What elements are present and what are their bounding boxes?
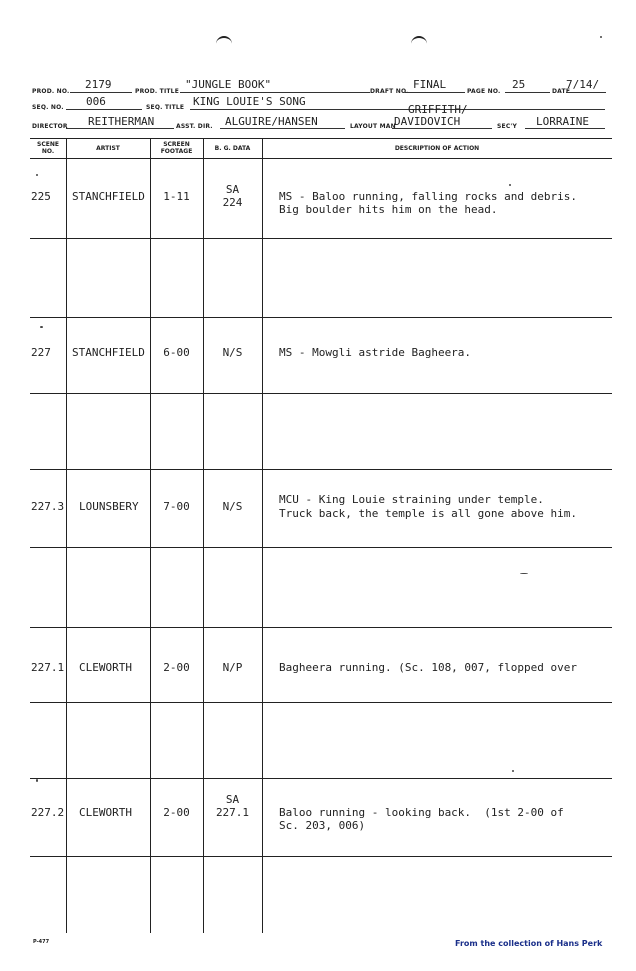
bg-data-line1: N/P [222,661,243,674]
speck-mark [36,174,38,176]
column-header-artist: ARTIST [96,145,120,152]
date-label: DATE [552,88,571,95]
artist-name: STANCHFIELD [72,346,145,359]
column-header-scene-no: SCENE NO. [37,141,59,155]
description-line2: Truck back, the temple is all gone above him. [279,507,578,520]
artist-name: CLEWORTH [79,806,132,819]
scene-number: 227.1 [31,661,65,674]
punch-hole-mark-right [411,36,427,48]
secy-value: LORRAINE [536,115,589,128]
scene-number: 225 [31,190,51,203]
column-divider-bg [262,138,263,933]
seq-no-value: 006 [86,95,106,108]
bg-data-line2: 227.1 [215,806,250,819]
form-number: P-477 [33,939,50,945]
row-separator [30,856,612,857]
prod-no-underline [70,92,132,93]
secy-underline [525,128,605,129]
draft-no-value: FINAL [413,78,447,91]
prod-no-value: 2179 [85,78,112,91]
description-line1: MCU - King Louie straining under temple. [279,493,544,506]
scene-number: 227.2 [31,806,65,819]
screen-footage: 6-00 [163,346,190,359]
asst-dir-underline [220,128,345,129]
column-header-description: DESCRIPTION OF ACTION [394,145,480,152]
description-line2: Sc. 203, 006) [279,819,366,832]
director-value: REITHERMAN [88,115,155,128]
speck-mark [512,770,514,772]
asst-dir-label: ASST. DIR. [176,123,213,130]
layout-man-underline [392,128,492,129]
column-header-screen-footage: SCREEN FOOTAGE [160,141,193,155]
screen-footage: 1-11 [163,190,190,203]
layout-man-value-line1: GRIFFITH/ [408,103,468,116]
description-line2: Big boulder hits him on the head. [279,203,498,216]
layout-man-label: LAYOUT MAN [350,123,396,130]
draft-no-underline [405,92,465,93]
director-label: DIRECTOR [32,123,68,130]
collection-credit: From the collection of Hans Perk [455,939,603,948]
column-header-bg-data: B. G. DATA [214,145,251,152]
description-line1: MS - Mowgli astride Bagheera. [279,346,472,359]
layout-man-value-line2: DAVIDOVICH [394,115,461,128]
prod-title-value: "JUNGLE BOOK" [185,78,272,91]
bg-data-line1: N/S [222,346,243,359]
screen-footage: 7-00 [163,500,190,513]
speck-mark [600,36,602,38]
screen-footage: 2-00 [163,661,190,674]
seq-no-underline [66,109,142,110]
punch-hole-mark-left [216,36,232,48]
seq-title-value: KING LOUIE'S SONG [193,95,306,108]
description-line1: MS - Baloo running, falling rocks and debris. [279,190,578,203]
secy-label: SEC'Y [497,123,518,130]
description-line1: Baloo running - looking back. (1st 2-00 of [279,806,564,819]
seq-title-underline [190,109,605,110]
row-separator [30,317,612,318]
row-separator [30,393,612,394]
date-value: 7/14/ [566,78,600,91]
bg-data-line1: SA [225,183,240,196]
draft-no-label: DRAFT NO. [370,88,409,95]
seq-title-label: SEQ. TITLE [146,104,185,111]
table-top-border [30,138,612,139]
asst-dir-value: ALGUIRE/HANSEN [225,115,318,128]
row-separator [30,702,612,703]
bg-data-line1: N/S [222,500,243,513]
row-separator [30,469,612,470]
speck-mark [40,326,43,328]
artist-name: STANCHFIELD [72,190,145,203]
artist-name: LOUNSBERY [79,500,139,513]
page-no-label: PAGE NO. [467,88,501,95]
page-no-value: 25 [512,78,526,91]
table-header-bottom-border [30,158,612,159]
column-divider-scene [66,138,67,933]
speck-mark [36,779,38,782]
row-separator [30,778,612,779]
row-separator [30,627,612,628]
prod-title-label: PROD. TITLE [135,88,180,95]
seq-no-label: SEQ. NO. [32,104,64,111]
scene-number: 227 [31,346,51,359]
row-separator [30,547,612,548]
date-underline [566,92,606,93]
screen-footage: 2-00 [163,806,190,819]
prod-title-underline [180,92,370,93]
page-no-underline [505,92,550,93]
speck-mark [509,184,511,186]
scene-number: 227.3 [31,500,65,513]
row-separator [30,238,612,239]
speck-mark [520,573,528,574]
prod-no-label: PROD. NO. [32,88,70,95]
director-underline [66,128,174,129]
artist-name: CLEWORTH [79,661,132,674]
bg-data-line2: 224 [222,196,243,209]
bg-data-line1: SA [225,793,240,806]
description-line1: Bagheera running. (Sc. 108, 007, flopped over [279,661,578,674]
